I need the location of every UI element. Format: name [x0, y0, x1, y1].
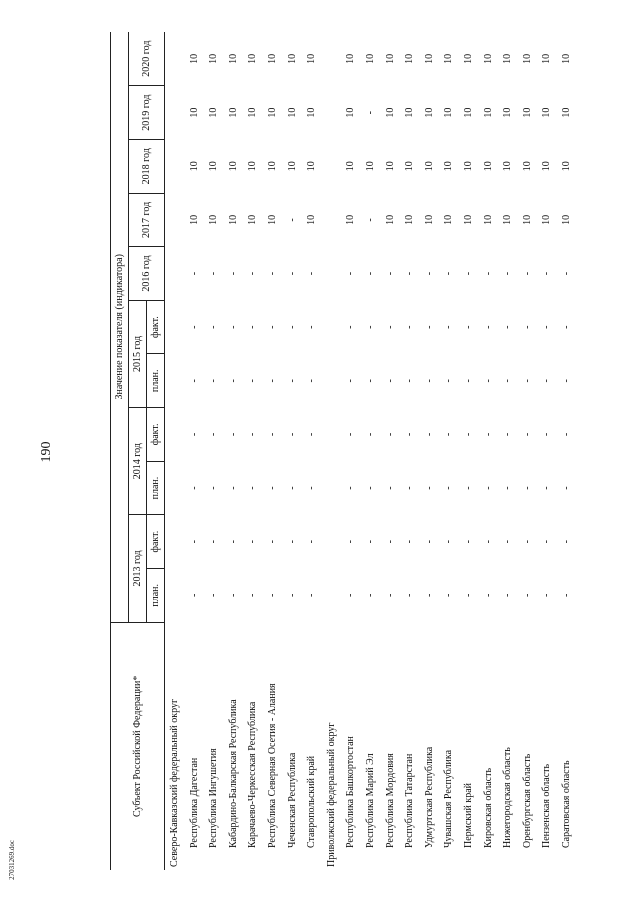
value-cell [322, 515, 342, 569]
value-cell: 10 [482, 107, 494, 118]
value-cell: 10 [423, 107, 435, 118]
value-cell: 10 [266, 161, 278, 172]
region-name: Республика Ингушетия [208, 748, 220, 848]
value-cell: - [560, 271, 572, 276]
region-name: Оренбургская область [521, 753, 533, 848]
value-cell: - [384, 325, 396, 329]
region-row [283, 32, 303, 870]
value-cell: - [286, 486, 298, 490]
value-cell [165, 32, 185, 86]
value-cell: - [208, 539, 220, 544]
value-cell: - [462, 271, 474, 276]
value-cell: - [443, 486, 455, 490]
region-name: Республика Башкортостан [345, 736, 357, 848]
value-cell: - [306, 593, 318, 597]
region-row [243, 32, 263, 870]
value-cell: - [188, 539, 200, 544]
value-cell: - [384, 539, 396, 544]
value-cell: - [364, 271, 376, 276]
region-row [263, 32, 283, 870]
value-cell: - [247, 539, 259, 544]
value-cell: 10 [306, 161, 318, 172]
value-cell [165, 568, 185, 622]
value-cell: - [502, 432, 514, 437]
value-cell: 10 [521, 161, 533, 172]
value-cell: - [188, 432, 200, 437]
value-cell: - [227, 325, 239, 329]
value-cell: - [462, 486, 474, 490]
year-header: 2018 год [129, 139, 165, 193]
value-cell: 10 [227, 161, 239, 172]
value-cell: - [560, 432, 572, 437]
value-cell: - [188, 379, 200, 383]
value-cell: - [423, 325, 435, 329]
value-cell: - [266, 271, 278, 276]
value-cell: - [384, 379, 396, 383]
value-cell: 10 [502, 214, 514, 225]
value-cell: - [364, 486, 376, 490]
region-name: Нижегородская область [502, 747, 514, 848]
value-cell: - [188, 486, 200, 490]
value-cell: - [247, 271, 259, 276]
value-cell: - [443, 432, 455, 437]
value-cell [322, 247, 342, 301]
value-cell: - [423, 379, 435, 383]
region-row [420, 32, 440, 870]
value-cell: - [482, 486, 494, 490]
value-cell: - [521, 539, 533, 544]
value-cell: - [364, 110, 376, 115]
value-cell: - [404, 379, 416, 383]
region-row [518, 32, 538, 870]
value-cell [165, 247, 185, 301]
district-name: Приволжский федеральный округ [325, 722, 337, 867]
value-cell: 10 [345, 107, 357, 118]
value-cell [322, 86, 342, 140]
value-cell: - [345, 539, 357, 544]
year-header: 2016 год [129, 247, 165, 301]
value-cell: - [541, 271, 553, 276]
value-cell: 10 [208, 161, 220, 172]
indicator-table-container [110, 32, 610, 870]
value-cell [322, 193, 342, 247]
value-cell: - [521, 486, 533, 490]
value-cell: - [404, 325, 416, 329]
value-cell: 10 [443, 107, 455, 118]
region-name: Пензенская область [541, 763, 553, 848]
value-cell: 10 [404, 161, 416, 172]
value-cell: - [541, 325, 553, 329]
value-cell: - [502, 271, 514, 276]
value-cell: - [266, 593, 278, 597]
value-cell: 10 [404, 107, 416, 118]
value-cell: 10 [404, 53, 416, 64]
value-cell: 10 [266, 53, 278, 64]
year-header: 2020 год [129, 32, 165, 86]
value-cell: - [541, 432, 553, 437]
value-cell: 10 [208, 107, 220, 118]
value-cell: 10 [188, 214, 200, 225]
value-cell: 10 [286, 161, 298, 172]
value-cell: - [364, 593, 376, 597]
value-cell: - [306, 271, 318, 276]
value-cell: - [462, 593, 474, 597]
region-row [400, 32, 420, 870]
value-cell: 10 [345, 161, 357, 172]
value-cell: - [227, 379, 239, 383]
value-cell: - [521, 432, 533, 437]
value-cell: 10 [423, 53, 435, 64]
region-row [537, 32, 557, 870]
value-cell: 10 [443, 53, 455, 64]
value-cell: - [384, 486, 396, 490]
value-cell: - [482, 593, 494, 597]
district-row [165, 32, 185, 870]
region-row [204, 32, 224, 870]
value-cell: - [306, 325, 318, 329]
value-cell: - [482, 432, 494, 437]
value-cell [165, 461, 185, 515]
value-cell: - [247, 379, 259, 383]
fact-header: факт. [147, 300, 165, 354]
value-cell: - [482, 325, 494, 329]
fact-header: факт. [147, 408, 165, 462]
value-cell: 10 [521, 53, 533, 64]
value-cell: - [227, 271, 239, 276]
value-cell [322, 461, 342, 515]
region-row [302, 32, 322, 870]
table-body [165, 32, 577, 870]
value-cell [165, 193, 185, 247]
value-cell: - [423, 486, 435, 490]
indicator-table [110, 32, 576, 870]
value-cell: 10 [247, 107, 259, 118]
value-cell: 10 [560, 161, 572, 172]
value-cell: - [560, 593, 572, 597]
value-cell: - [404, 432, 416, 437]
value-cell [322, 354, 342, 408]
value-cell: - [266, 379, 278, 383]
value-cell: - [404, 539, 416, 544]
region-row [479, 32, 499, 870]
value-cell: 10 [521, 214, 533, 225]
value-cell: - [560, 539, 572, 544]
region-name: Саратовская область [560, 760, 572, 848]
value-cell: 10 [247, 161, 259, 172]
value-cell: - [286, 271, 298, 276]
value-cell: 10 [541, 107, 553, 118]
value-cell: - [266, 325, 278, 329]
plan-header: план. [147, 354, 165, 408]
value-cell: - [541, 379, 553, 383]
value-cell: - [560, 379, 572, 383]
value-cell: - [227, 539, 239, 544]
indicator-header: Значение показателя (индикатора) [111, 32, 129, 622]
value-cell: 10 [502, 161, 514, 172]
region-row [557, 32, 577, 870]
value-cell [322, 32, 342, 86]
value-cell: - [384, 432, 396, 437]
value-cell [165, 515, 185, 569]
value-cell: - [502, 539, 514, 544]
value-cell: - [364, 432, 376, 437]
value-cell: - [521, 325, 533, 329]
footer-filename: 27031269.doc [8, 840, 16, 880]
value-cell: - [345, 379, 357, 383]
value-cell: 10 [482, 161, 494, 172]
value-cell [322, 139, 342, 193]
value-cell: 10 [502, 107, 514, 118]
year-header: 2013 год [129, 515, 147, 622]
value-cell: 10 [482, 53, 494, 64]
value-cell: 10 [541, 53, 553, 64]
value-cell: - [482, 379, 494, 383]
region-name: Республика Мордовия [384, 753, 396, 848]
value-cell: - [286, 432, 298, 437]
value-cell: 10 [364, 53, 376, 64]
value-cell: - [345, 593, 357, 597]
value-cell [165, 86, 185, 140]
region-row [341, 32, 361, 870]
region-row [459, 32, 479, 870]
value-cell: 10 [443, 161, 455, 172]
value-cell: - [286, 593, 298, 597]
value-cell: - [404, 593, 416, 597]
value-cell: 10 [423, 214, 435, 225]
value-cell: - [443, 539, 455, 544]
value-cell: 10 [208, 214, 220, 225]
district-row [322, 32, 342, 870]
region-name: Карачаево-Черкесская Республика [247, 701, 259, 848]
value-cell: 10 [266, 214, 278, 225]
year-header: 2017 год [129, 193, 165, 247]
value-cell: - [502, 325, 514, 329]
value-cell: - [266, 539, 278, 544]
value-cell: 10 [462, 53, 474, 64]
value-cell: - [227, 486, 239, 490]
value-cell [322, 568, 342, 622]
region-name: Республика Марий Эл [364, 753, 376, 848]
value-cell: 10 [286, 53, 298, 64]
value-cell: 10 [286, 107, 298, 118]
region-row [224, 32, 244, 870]
plan-header: план. [147, 568, 165, 622]
value-cell: - [345, 486, 357, 490]
value-cell: 10 [247, 53, 259, 64]
value-cell: - [345, 325, 357, 329]
value-cell [165, 300, 185, 354]
value-cell: 10 [227, 107, 239, 118]
value-cell: - [462, 539, 474, 544]
value-cell: - [188, 271, 200, 276]
value-cell: - [227, 593, 239, 597]
year-header: 2019 год [129, 86, 165, 140]
value-cell: 10 [502, 53, 514, 64]
value-cell: - [364, 325, 376, 329]
value-cell: - [443, 593, 455, 597]
value-cell: - [266, 432, 278, 437]
value-cell: 10 [188, 107, 200, 118]
value-cell: 10 [306, 107, 318, 118]
value-cell: - [462, 432, 474, 437]
value-cell: - [306, 379, 318, 383]
value-cell: - [404, 271, 416, 276]
region-row [439, 32, 459, 870]
region-name: Кабардино-Балкарская Республика [227, 699, 239, 848]
region-name: Республика Дагестан [188, 757, 200, 848]
value-cell: - [306, 432, 318, 437]
value-cell: - [541, 593, 553, 597]
value-cell: - [423, 593, 435, 597]
value-cell [322, 408, 342, 462]
value-cell: - [443, 325, 455, 329]
value-cell: - [404, 486, 416, 490]
value-cell: - [423, 539, 435, 544]
region-name: Чувашская Республика [443, 749, 455, 848]
region-name: Ставропольский край [306, 755, 318, 848]
value-cell: - [247, 325, 259, 329]
value-cell: 10 [482, 214, 494, 225]
value-cell: - [247, 593, 259, 597]
value-cell: 10 [364, 161, 376, 172]
value-cell: - [345, 271, 357, 276]
value-cell: - [266, 486, 278, 490]
value-cell: - [423, 432, 435, 437]
fact-header: факт. [147, 515, 165, 569]
region-row [381, 32, 401, 870]
value-cell: - [208, 486, 220, 490]
value-cell: 10 [227, 53, 239, 64]
region-name: Удмуртская Республика [423, 746, 435, 848]
year-header: 2014 год [129, 408, 147, 515]
value-cell: 10 [423, 161, 435, 172]
value-cell: 10 [560, 214, 572, 225]
value-cell: - [247, 486, 259, 490]
plan-header: план. [147, 461, 165, 515]
value-cell: - [208, 271, 220, 276]
value-cell: - [286, 379, 298, 383]
value-cell: - [286, 325, 298, 329]
value-cell: - [521, 271, 533, 276]
value-cell [322, 300, 342, 354]
value-cell: - [502, 379, 514, 383]
value-cell: - [227, 432, 239, 437]
value-cell: 10 [384, 107, 396, 118]
region-name: Чеченская Республика [286, 752, 298, 848]
region-row [185, 32, 205, 870]
value-cell: - [443, 379, 455, 383]
value-cell: 10 [521, 107, 533, 118]
value-cell [165, 354, 185, 408]
value-cell: - [384, 593, 396, 597]
value-cell: - [560, 486, 572, 490]
value-cell: 10 [227, 214, 239, 225]
value-cell: 10 [560, 53, 572, 64]
value-cell: 10 [188, 161, 200, 172]
value-cell: 10 [404, 214, 416, 225]
value-cell: 10 [462, 161, 474, 172]
value-cell: 10 [266, 107, 278, 118]
value-cell: - [482, 271, 494, 276]
value-cell: - [384, 271, 396, 276]
value-cell [165, 408, 185, 462]
value-cell: - [188, 325, 200, 329]
value-cell: - [502, 486, 514, 490]
value-cell: 10 [306, 214, 318, 225]
district-name: Северо-Кавказский федеральный округ [169, 698, 180, 867]
value-cell: 10 [345, 53, 357, 64]
page-number: 190 [39, 441, 54, 463]
value-cell: - [188, 593, 200, 597]
value-cell: - [247, 432, 259, 437]
value-cell: - [521, 593, 533, 597]
value-cell: 10 [541, 161, 553, 172]
value-cell: - [306, 539, 318, 544]
value-cell: 10 [462, 214, 474, 225]
table-header [111, 32, 165, 870]
region-row [498, 32, 518, 870]
value-cell: - [560, 325, 572, 329]
value-cell: - [482, 539, 494, 544]
value-cell: - [364, 379, 376, 383]
value-cell: - [462, 379, 474, 383]
value-cell: 10 [384, 161, 396, 172]
region-name: Кировская область [482, 767, 494, 848]
value-cell: - [208, 325, 220, 329]
value-cell: - [364, 539, 376, 544]
value-cell: - [423, 271, 435, 276]
value-cell: - [462, 325, 474, 329]
value-cell: - [208, 432, 220, 437]
value-cell: - [364, 218, 376, 222]
value-cell: - [286, 218, 298, 222]
value-cell: - [208, 379, 220, 383]
value-cell: - [286, 539, 298, 544]
region-name: Пермский край [462, 783, 474, 848]
value-cell: 10 [188, 53, 200, 64]
value-cell: - [345, 432, 357, 437]
value-cell: 10 [384, 214, 396, 225]
value-cell: - [541, 539, 553, 544]
value-cell: 10 [560, 107, 572, 118]
year-header: 2015 год [129, 300, 147, 407]
value-cell: 10 [462, 107, 474, 118]
value-cell: 10 [443, 214, 455, 225]
value-cell: - [541, 486, 553, 490]
region-row [361, 32, 381, 870]
value-cell: 10 [384, 53, 396, 64]
value-cell [165, 139, 185, 193]
value-cell: - [521, 379, 533, 383]
value-cell: - [208, 593, 220, 597]
value-cell: - [502, 593, 514, 597]
value-cell: 10 [306, 53, 318, 64]
region-name: Республика Северная Осетия - Алания [266, 683, 278, 848]
value-cell: 10 [247, 214, 259, 225]
value-cell: 10 [541, 214, 553, 225]
value-cell: 10 [208, 53, 220, 64]
value-cell: - [443, 271, 455, 276]
region-name: Республика Татарстан [404, 753, 416, 848]
value-cell: - [306, 486, 318, 490]
value-cell: 10 [345, 214, 357, 225]
subject-header: Субъект Российской Федерации* [111, 622, 165, 870]
